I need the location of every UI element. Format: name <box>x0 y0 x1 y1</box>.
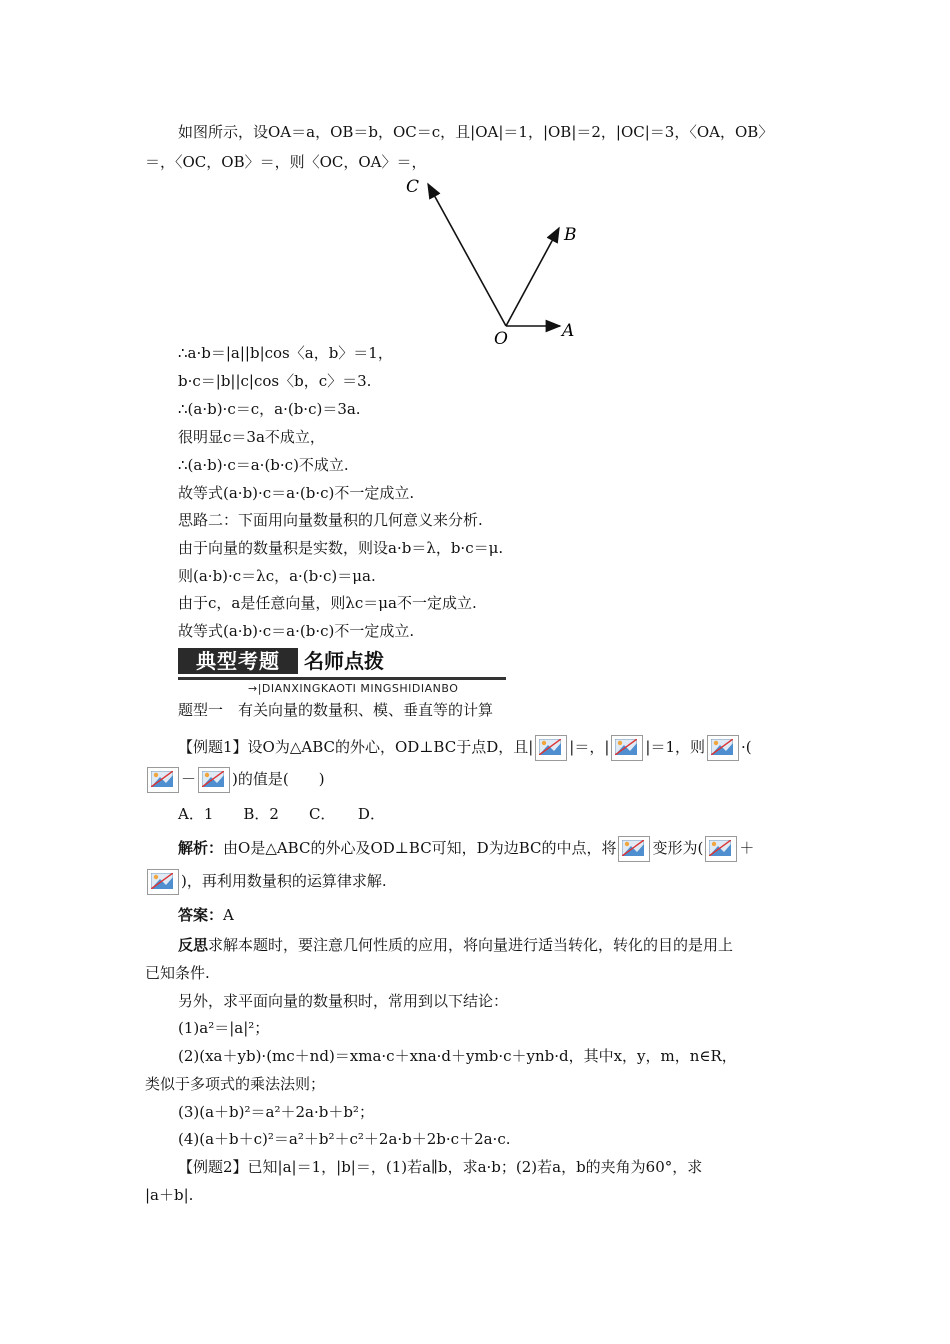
answer-line <box>178 905 234 925</box>
reflection-text: 求解本题时，要注意几何性质的应用，将向量进行适当转化，转化的目的是用上 <box>208 936 734 954</box>
answer-value: A <box>223 906 234 924</box>
answer-label: 答案： <box>178 906 224 924</box>
derivation-line: 故等式(a·b)·c＝a·(b·c)不一定成立. <box>178 484 415 502</box>
vector-diagram-svg <box>400 170 590 350</box>
example1-options: A．1 B．2 C． D． <box>178 805 385 823</box>
broken-image-icon <box>618 836 650 862</box>
example2-text: 已知|a|＝1，|b|＝，(1)若a∥b，求a·b；(2)若a，b的夹角为60°，求 <box>247 1158 703 1176</box>
analysis-text: 变形为( <box>652 839 704 857</box>
reflection-line-1 <box>178 935 733 955</box>
derivation-line: 思路二：下面用向量数量积的几何意义来分析. <box>178 511 483 529</box>
broken-image-icon <box>705 836 737 862</box>
label-b: B <box>564 225 577 245</box>
section-banner <box>178 648 508 696</box>
banner-light-label: 名师点拨 <box>304 649 384 673</box>
label-a: A <box>562 321 575 341</box>
example2-line-2: |a＋b|. <box>145 1186 194 1204</box>
vector-diagram <box>400 170 590 354</box>
formula-line: (2)(xa＋yb)·(mc＋nd)＝xma·c＋xna·d＋ymb·c＋ynb·d，其中x，y，m，n∈R， <box>178 1047 737 1065</box>
reflection-label: 反思 <box>178 936 209 954</box>
derivation-line: 由于c，a是任意向量，则λc＝μa不一定成立. <box>178 594 477 612</box>
broken-image-icon <box>198 767 230 793</box>
intro-line-2: ＝，〈OC，OB〉＝，则〈OC，OA〉＝， <box>145 153 427 171</box>
example2-line-1 <box>178 1157 702 1177</box>
derivation-line: 则(a·b)·c＝λc，a·(b·c)＝μa. <box>178 567 376 585</box>
example1-text: ·( <box>741 738 752 756</box>
broken-image-icon <box>707 735 739 761</box>
broken-image-icon <box>611 735 643 761</box>
derivation-line: b·c＝|b||c|cos〈b，c〉＝3. <box>178 372 372 390</box>
reflection-line-3: 另外，求平面向量的数量积时，常用到以下结论： <box>178 992 509 1010</box>
example1-text: |＝1，则 <box>645 738 705 756</box>
example1-label: 【例题1】 <box>178 738 248 756</box>
banner-pinyin: →|DIANXINGKAOTI MINGSHIDIANBO <box>248 682 459 695</box>
example2-label: 【例题2】 <box>178 1158 248 1176</box>
formula-line: (3)(a＋b)²＝a²＋2a·b＋b²； <box>178 1103 374 1121</box>
label-c: C <box>406 177 420 197</box>
formula-line: 类似于多项式的乘法法则； <box>145 1075 326 1093</box>
derivation-line: 由于向量的数量积是实数，则设a·b＝λ，b·c＝μ. <box>178 539 504 557</box>
broken-image-icon <box>147 869 179 895</box>
example1-text: 设O为△ABC的外心，OD⊥BC于点D，且| <box>247 738 534 756</box>
example1-text: － <box>181 770 197 788</box>
derivation-line: 很明显c＝3a不成立， <box>178 428 325 446</box>
vector-oc-arrow <box>428 184 506 326</box>
analysis-text: )，再利用数量积的运算律求解. <box>181 872 387 890</box>
derivation-line: 故等式(a·b)·c＝a·(b·c)不一定成立. <box>178 622 415 640</box>
derivation-line: ∴(a·b)·c＝c，a·(b·c)＝3a. <box>178 400 361 418</box>
derivation-line: ∴a·b＝|a||b|cos〈a，b〉＝1， <box>178 344 393 362</box>
formula-line: (1)a²＝|a|²； <box>178 1019 270 1037</box>
vector-ob-arrow <box>506 228 559 326</box>
example1-text: |＝，| <box>569 738 610 756</box>
analysis-text: ＋ <box>739 839 755 857</box>
intro-line-1: 如图所示，设OA＝a，OB＝b，OC＝c，且|OA|＝1，|OB|＝2，|OC|＝3，〈OA，OB〉 <box>178 123 774 141</box>
analysis-text: 由O是△ABC的外心及OD⊥BC可知，D为边BC的中点，将 <box>223 839 617 857</box>
formula-line: (4)(a＋b＋c)²＝a²＋b²＋c²＋2a·b＋2b·c＋2a·c. <box>178 1130 511 1148</box>
analysis-label: 解析： <box>178 839 224 857</box>
banner-dark-label: 典型考题 <box>178 648 298 674</box>
label-o: O <box>494 329 508 349</box>
derivation-line: ∴(a·b)·c＝a·(b·c)不成立. <box>178 456 349 474</box>
broken-image-icon <box>147 767 179 793</box>
reflection-line-2: 已知条件. <box>145 964 210 982</box>
example1-line-1 <box>178 733 752 761</box>
analysis-line-2 <box>145 867 387 895</box>
banner-rule <box>178 677 506 680</box>
type-heading: 题型一 有关向量的数量积、模、垂直等的计算 <box>178 701 494 719</box>
broken-image-icon <box>535 735 567 761</box>
example1-line-2 <box>145 765 325 793</box>
analysis-line-1 <box>178 834 754 862</box>
example1-text: )的值是( ) <box>232 770 325 788</box>
